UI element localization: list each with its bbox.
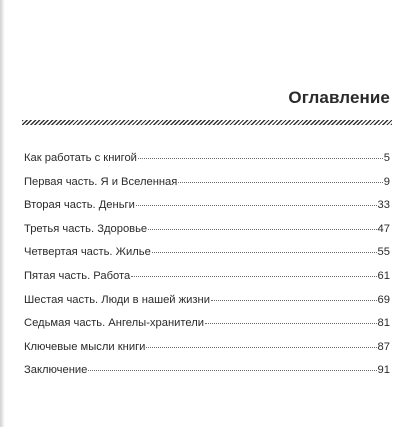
toc-entry[interactable] <box>24 152 390 176</box>
dot-leader <box>148 229 376 230</box>
table-of-contents <box>24 152 390 388</box>
dot-leader <box>88 370 376 371</box>
toc-entry[interactable] <box>24 294 390 318</box>
toc-entry-title: Пятая часть. Работа <box>24 269 131 282</box>
page-title: Оглавление <box>288 88 390 107</box>
dot-leader <box>131 276 376 277</box>
toc-entry-title: Третья часть. Здоровье <box>24 222 148 235</box>
toc-entry[interactable] <box>24 246 390 270</box>
dot-leader <box>152 252 377 253</box>
dot-leader <box>178 182 382 183</box>
toc-entry[interactable] <box>24 270 390 294</box>
toc-entry-title: Четвертая часть. Жилье <box>24 246 151 259</box>
toc-entry[interactable] <box>24 317 390 341</box>
toc-entry[interactable] <box>24 199 390 223</box>
toc-entry-title: Вторая часть. Деньги <box>24 199 135 212</box>
dot-leader <box>146 347 376 348</box>
dot-leader <box>211 300 377 301</box>
toc-entry-page: 5 <box>383 152 390 164</box>
toc-entry-title: Первая часть. Я и Вселенная <box>24 175 178 188</box>
dot-leader <box>136 205 377 206</box>
toc-entry-title: Седьмая часть. Ангелы-хранители <box>24 317 205 330</box>
toc-entry-page: 9 <box>383 175 390 188</box>
toc-entry-title: Заключение <box>24 364 88 377</box>
hatched-divider <box>22 120 392 125</box>
toc-entry-page: 91 <box>377 364 390 377</box>
toc-entry-page: 55 <box>377 246 390 259</box>
toc-entry[interactable] <box>24 364 390 388</box>
toc-entry-title: Ключевые мысли книги <box>24 340 146 353</box>
toc-entry[interactable] <box>24 223 390 247</box>
dot-leader <box>138 158 383 159</box>
toc-entry-page: 33 <box>377 199 390 212</box>
toc-entry-page: 87 <box>377 340 390 353</box>
toc-entry-title: Как работать с книгой <box>24 152 137 164</box>
page-edge-shadow <box>0 0 5 427</box>
toc-entry-title: Шестая часть. Люди в нашей жизни <box>24 293 210 306</box>
dot-leader <box>205 323 377 324</box>
toc-entry[interactable] <box>24 176 390 200</box>
toc-entry-page: 47 <box>377 222 390 235</box>
toc-entry[interactable] <box>24 341 390 365</box>
toc-entry-page: 69 <box>377 293 390 306</box>
toc-entry-page: 61 <box>377 269 390 282</box>
toc-entry-page: 81 <box>377 317 390 330</box>
